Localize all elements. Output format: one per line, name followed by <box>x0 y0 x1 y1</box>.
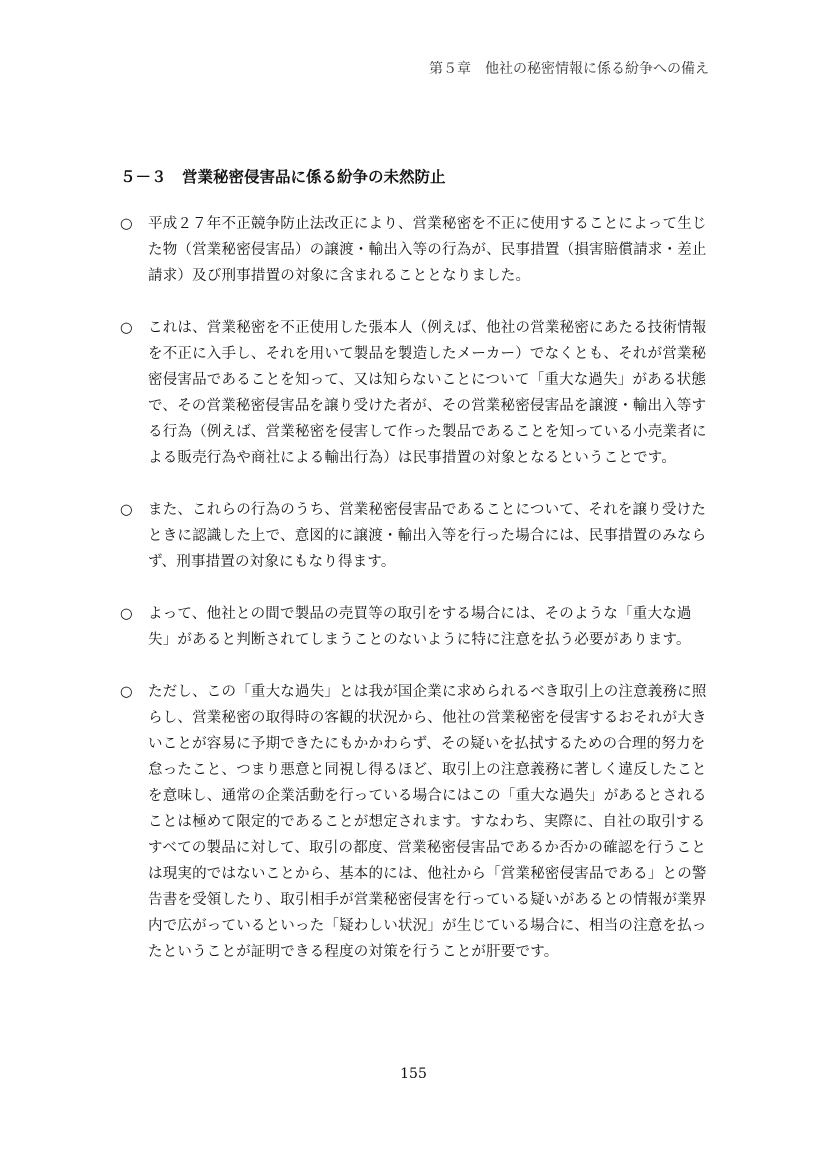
circle-bullet-icon: ○ <box>120 320 133 336</box>
circle-bullet-icon: ○ <box>120 502 133 518</box>
paragraph-1 <box>120 211 710 289</box>
paragraph-text: また、これらの行為のうち、営業秘密侵害品であることについて、それを譲り受けたときに認識した上で、意図的に譲渡・輸出入等を行った場合には、民事措置のみならず、刑事措置の対象にもなり得ます。 <box>148 502 707 570</box>
document-body <box>120 211 710 965</box>
paragraph-text: これは、営業秘密を不正使用した張本人（例えば、他社の営業秘密にあたる技術情報を不正に入手し、それを用いて製品を製造したメーカー）でなくとも、それが営業秘密侵害品であることを知って、又は知らないことについて「重大な過失」がある状態で、その営業秘密侵害品を譲り受けた者が、その営業秘密侵害品を譲渡・輸出入等する行為（例えば、営業秘密を侵害して作った製品であることを知っている小売業者による販売行為や商社による輸出行為）は民事措置の対象となるということです。 <box>148 320 707 466</box>
page-number: 155 <box>400 1066 427 1082</box>
paragraph-text: 平成２７年不正競争防止法改正により、営業秘密を不正に使用することによって生じた物（営業秘密侵害品）の譲渡・輸出入等の行為が、民事措置（損害賠償請求・差止請求）及び刑事措置の対象に含まれることとなりました。 <box>148 216 707 284</box>
circle-bullet-icon: ○ <box>120 684 133 700</box>
running-header: 第５章 他社の秘密情報に係る紛争への備え <box>429 61 709 77</box>
paragraph-5 <box>120 679 710 965</box>
paragraph-text: よって、他社との間で製品の売買等の取引をする場合には、そのような「重大な過失」があると判断されてしまうことのないように特に注意を払う必要があります。 <box>148 606 692 648</box>
paragraph-4 <box>120 601 710 653</box>
paragraph-2 <box>120 315 710 471</box>
circle-bullet-icon: ○ <box>120 216 133 232</box>
paragraph-3 <box>120 497 710 575</box>
circle-bullet-icon: ○ <box>120 606 133 622</box>
section-heading: ５－３ 営業秘密侵害品に係る紛争の未然防止 <box>120 168 446 186</box>
paragraph-text: ただし、この「重大な過失」とは我が国企業に求められるべき取引上の注意義務に照らし、営業秘密の取得時の客観的状況から、他社の営業秘密を侵害するおそれが大きいことが容易に予期できたにもかかわらず、その疑いを払拭するための合理的努力を怠ったこと、つまり悪意と同視し得るほど、取引上の注意義務に著しく違反したことを意味し、通常の企業活動を行っている場合にはこの「重大な過失」があるとされることは極めて限定的であることが想定されます。すなわち、実際に、自社の取引するすべての製品に対して、取引の都度、営業秘密侵害品であるか否かの確認を行うことは現実的ではないことから、基本的には、他社から「営業秘密侵害品である」との警告書を受領したり、取引相手が営業秘密侵害を行っている疑いがあるとの情報が業界内で広がっているといった「疑わしい状況」が生じている場合に、相当の注意を払ったということが証明できる程度の対策を行うことが肝要です。 <box>148 684 707 960</box>
